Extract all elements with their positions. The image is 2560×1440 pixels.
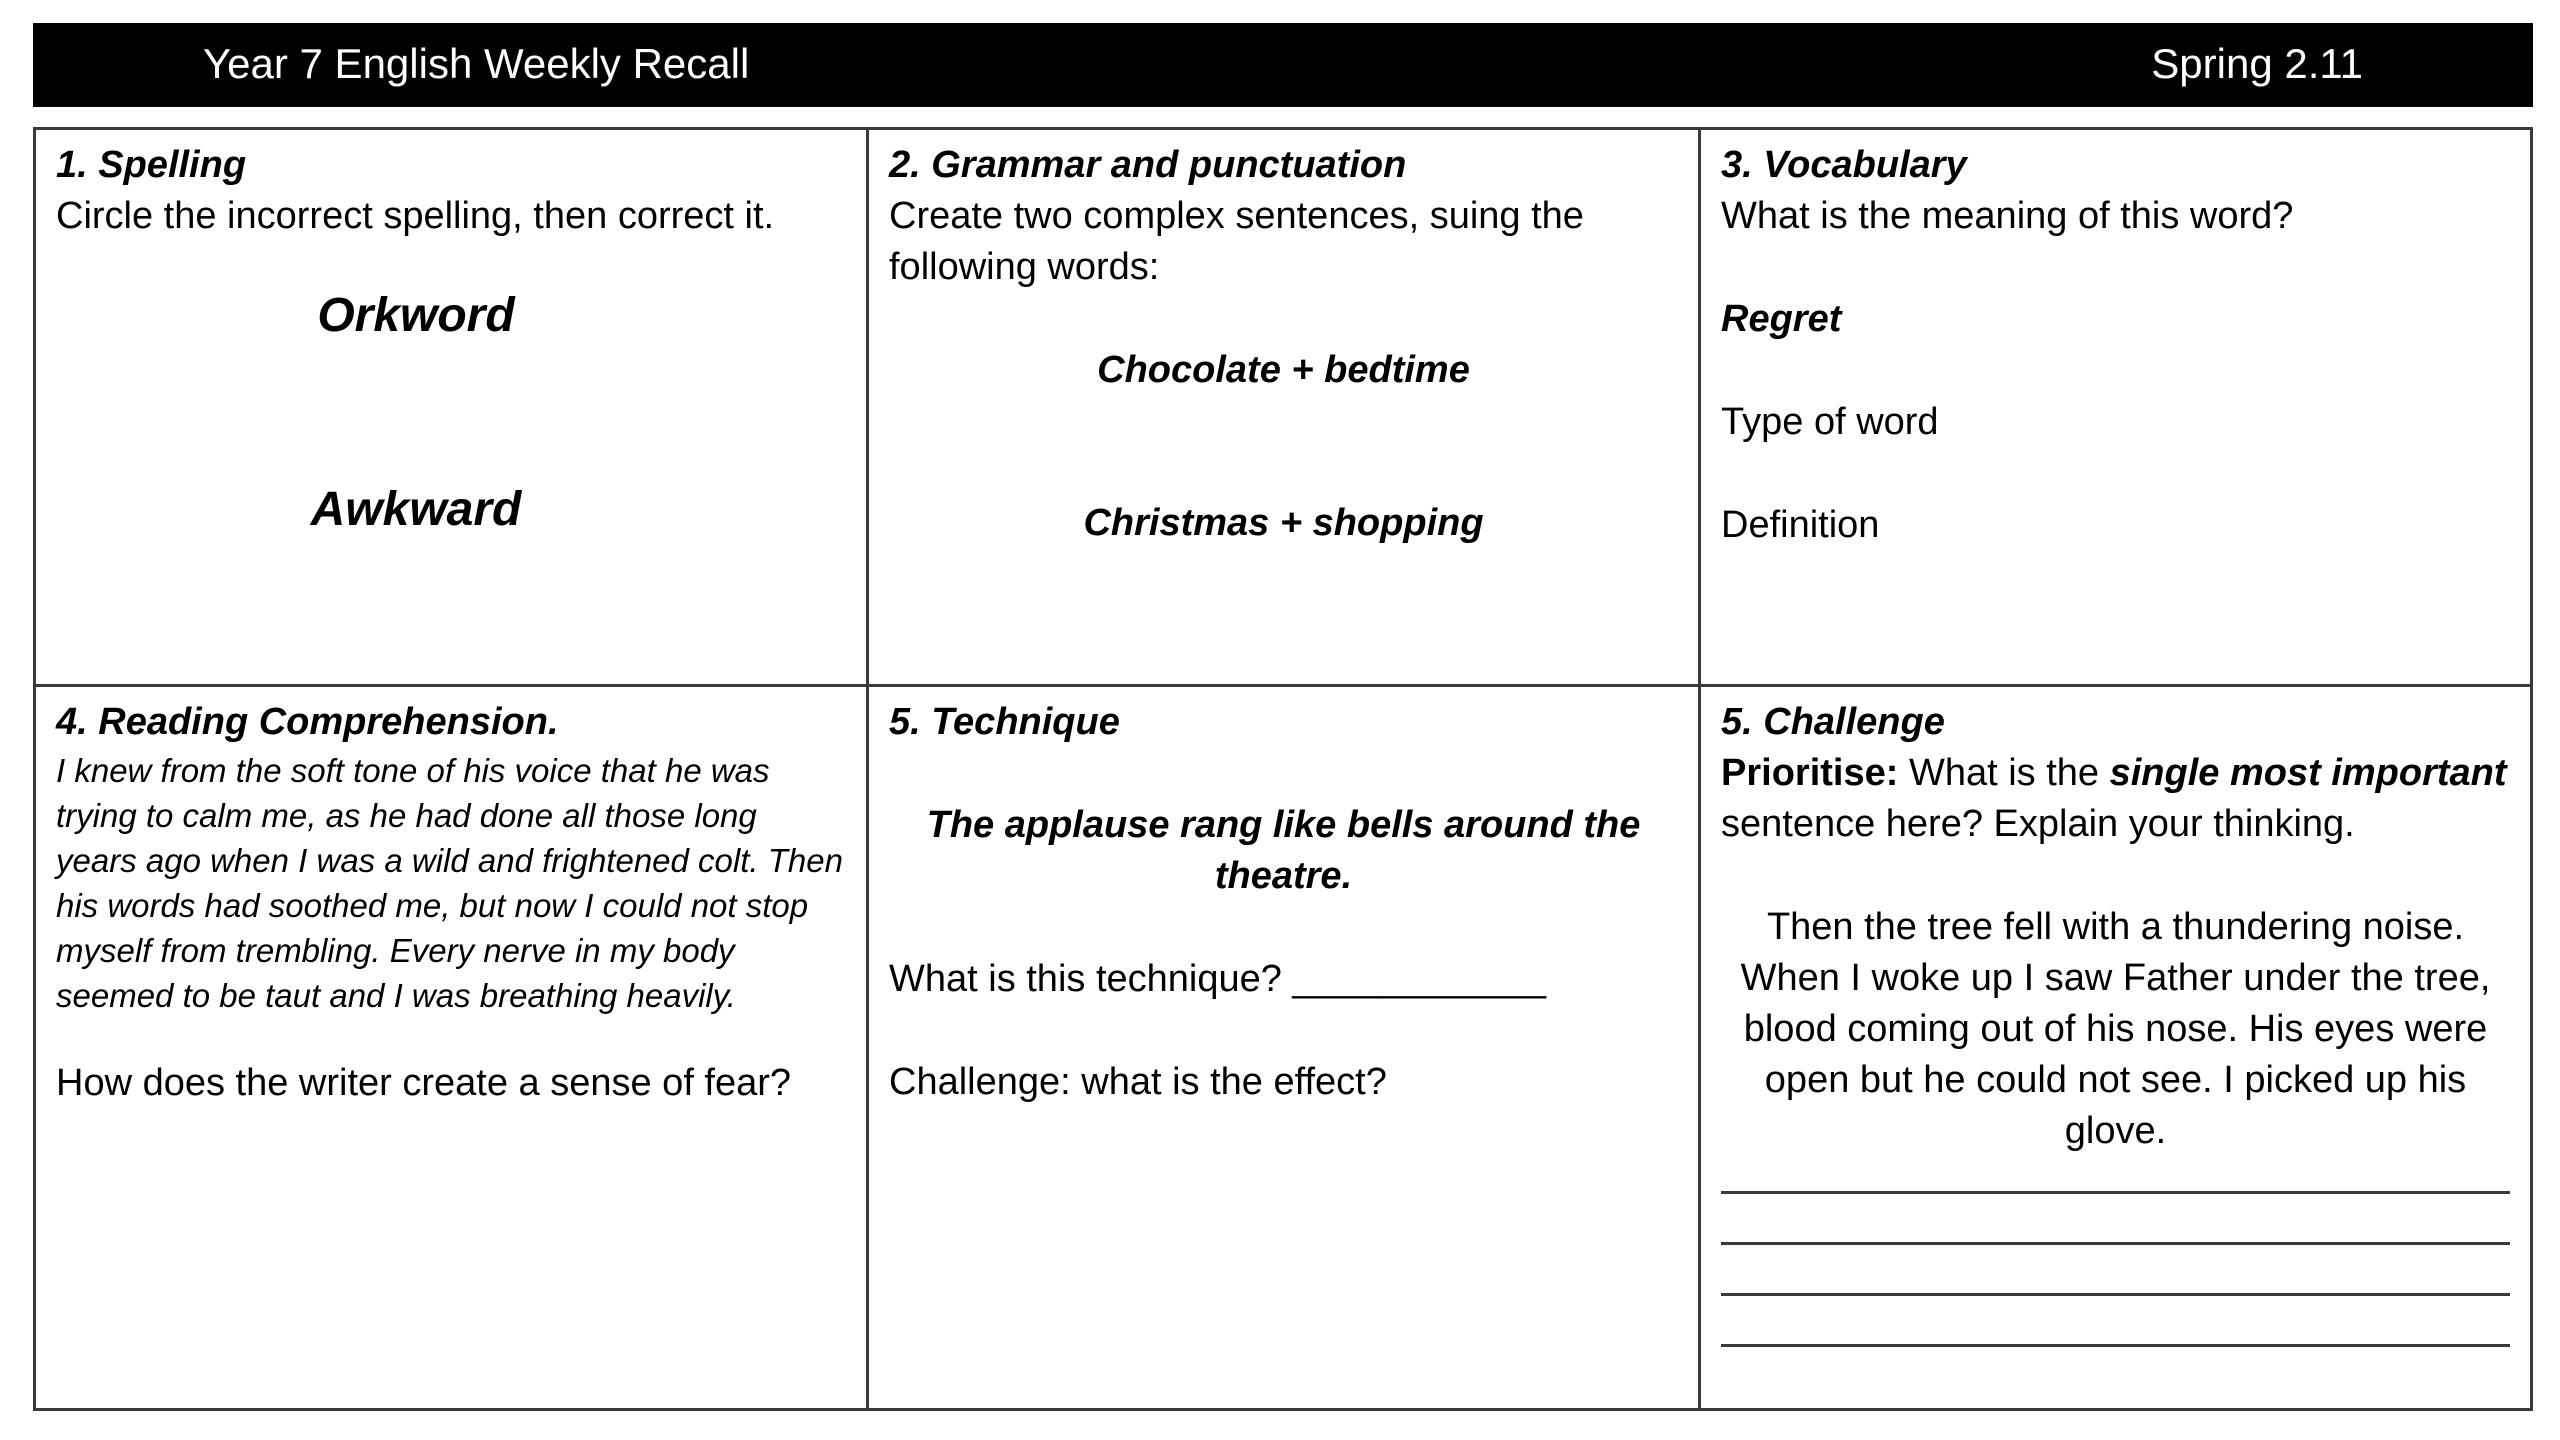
grammar-word-pair-1: Chocolate + bedtime [1097, 349, 1470, 391]
vocabulary-question: What is the meaning of this word? [1721, 195, 2294, 237]
reading-passage: I knew from the soft tone of his voice that he was trying to calm me, as he had done all those long years ago when I was a wild and frightened colt. Then his words had soothed me, but now I could not stop myself from trembling. Every nerve in my body seemed to be taut and I was breathing heavily. [56, 752, 843, 1014]
vocabulary-cell [1701, 130, 2530, 684]
term-label: Spring 2.11 [2151, 40, 2363, 87]
reading-heading: 4. Reading Comprehension. [56, 701, 559, 743]
challenge-prompt-post: sentence here? Explain your thinking. [1721, 803, 2355, 845]
vocabulary-type-label: Type of word [1721, 401, 1939, 443]
spelling-cell [36, 130, 866, 684]
challenge-heading: 5. Challenge [1721, 701, 1945, 743]
grammar-instruction: Create two complex sentences, suing the following words: [889, 195, 1584, 288]
answer-line[interactable] [1721, 1344, 2510, 1347]
challenge-prompt-bold: Prioritise: [1721, 752, 1899, 794]
challenge-prompt [1721, 748, 2510, 850]
technique-sentence: The applause rang like bells around the theatre. [926, 804, 1641, 897]
answer-line[interactable] [1721, 1293, 2510, 1296]
technique-challenge: Challenge: what is the effect? [889, 1061, 1387, 1103]
header-bar [33, 23, 2533, 107]
page-title: Year 7 English Weekly Recall [203, 40, 750, 87]
technique-heading: 5. Technique [889, 701, 1120, 743]
grammar-heading: 2. Grammar and punctuation [889, 144, 1407, 186]
spelling-heading: 1. Spelling [56, 144, 247, 186]
grammar-word-pair-2: Christmas + shopping [1083, 502, 1484, 544]
spelling-instruction: Circle the incorrect spelling, then correct it. [56, 195, 775, 237]
vocabulary-definition-label: Definition [1721, 504, 1880, 546]
vocabulary-heading: 3. Vocabulary [1721, 144, 1967, 186]
reading-question: How does the writer create a sense of fear? [56, 1062, 792, 1104]
recall-grid [33, 127, 2533, 1411]
grammar-cell [869, 130, 1698, 684]
challenge-prompt-pre: What is the [1898, 752, 2110, 794]
vocabulary-word: Regret [1721, 298, 1842, 340]
technique-cell [869, 687, 1698, 1408]
reading-cell [36, 687, 866, 1408]
challenge-prompt-emphasis: single most important [2109, 752, 2507, 794]
spelling-option-2[interactable]: Awkward [310, 483, 522, 536]
answer-line[interactable] [1721, 1242, 2510, 1245]
technique-question: What is this technique? ____________ [889, 958, 1547, 1000]
challenge-passage: Then the tree fell with a thundering noise. When I woke up I saw Father under the tree, blood coming out of his nose. His eyes were open but he could not see. I picked up his glove. [1740, 906, 2491, 1152]
spelling-option-1[interactable]: Orkword [317, 289, 515, 342]
challenge-cell [1701, 687, 2530, 1408]
answer-line[interactable] [1721, 1191, 2510, 1194]
